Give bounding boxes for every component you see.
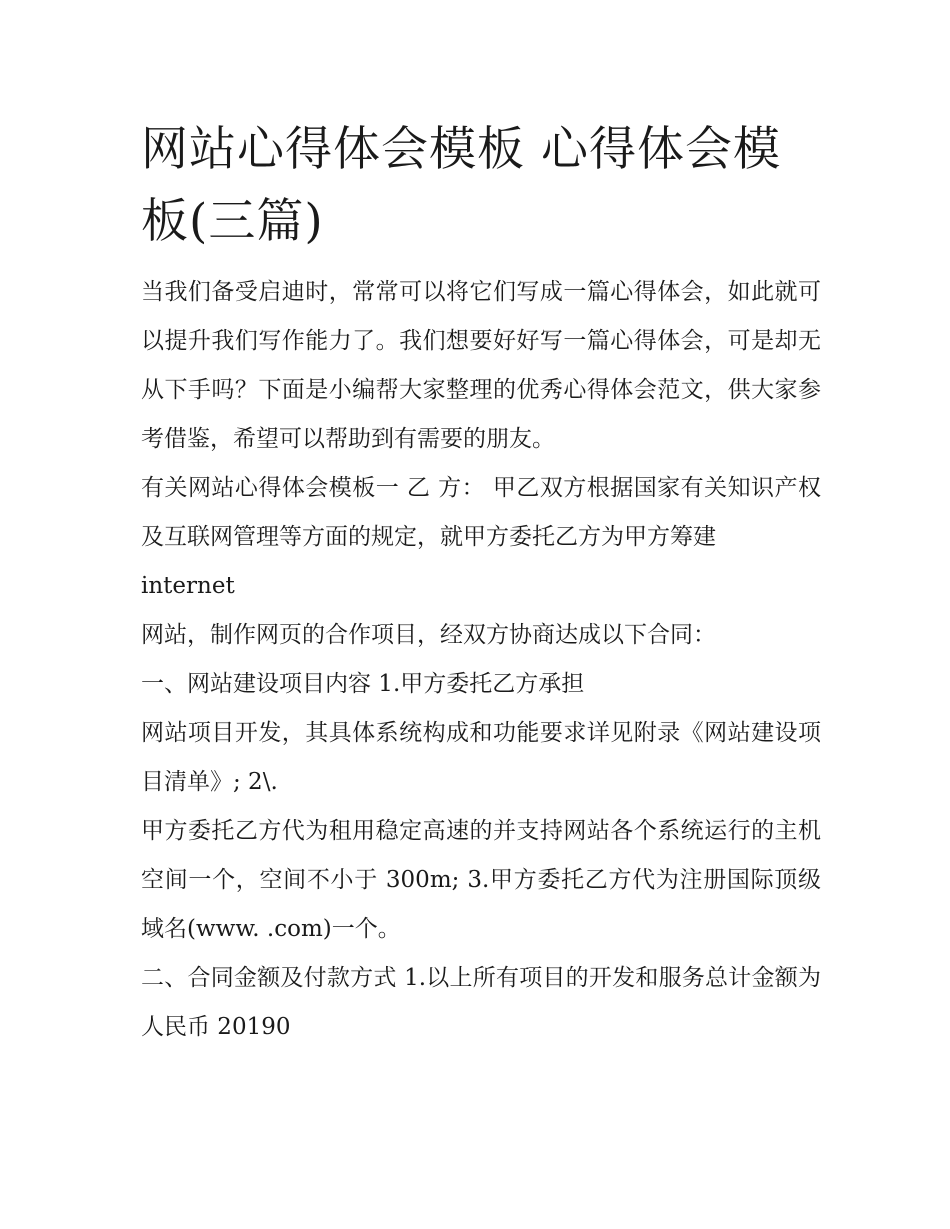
project-development-paragraph: 网站项目开发，其具体系统构成和功能要求详见附录《网站建设项目清单》; 2\.: [141, 720, 821, 795]
project-content-heading: 一、网站建设项目内容 1.甲方委托乙方承担: [141, 671, 585, 697]
document-page: [141, 114, 821, 1052]
hosting-domain-paragraph: 甲方委托乙方代为租用稳定高速的并支持网站各个系统运行的主机空间一个，空间不小于 300m; 3.甲方委托乙方代为注册国际顶级域名(www. .com)一个。: [141, 818, 821, 942]
document-title: 网站心得体会模板 心得体会模板(三篇): [141, 122, 781, 249]
contract-amount-paragraph: 二、合同金额及付款方式 1.以上所有项目的开发和服务总计金额为人民币 20190: [141, 965, 821, 1040]
section-one-paragraph: 有关网站心得体会模板一 乙 方： 甲乙双方根据国家有关知识产权及互联网管理等方面的规定，就甲方委托乙方为甲方筹建: [141, 475, 821, 550]
internet-line: internet: [141, 573, 235, 599]
intro-paragraph: 当我们备受启迪时，常常可以将它们写成一篇心得体会，如此就可以提升我们写作能力了。我们想要好好写一篇心得体会，可是却无从下手吗？下面是小编帮大家整理的优秀心得体会范文，供大家参考借鉴，希望可以帮助到有需要的朋友。: [141, 279, 821, 452]
cooperation-paragraph: 网站，制作网页的合作项目，经双方协商达成以下合同：: [141, 622, 716, 648]
